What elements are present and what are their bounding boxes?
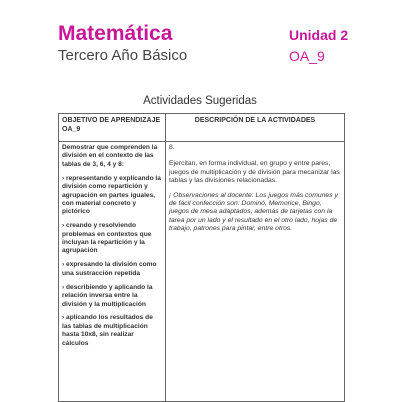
objective-item: › describiendo y aplicando la relación inversa entre la división y la multiplicación xyxy=(62,283,153,308)
teacher-note: ¡ Observaciones al docente: Los juegos más comunes y de fácil confección son: Dominó, Memorice, Bingo, juegos de mesa adaptados, además de tarjetas con la tarea por un lado y el resultado en el otro lado, hojas de trabajo, patrones para pintar, entre otros. xyxy=(169,191,338,233)
table-header-row xyxy=(59,114,345,142)
page-subtitle: Tercero Año Básico xyxy=(58,47,188,64)
activity-text: Ejercitan, en forma individual, en grupo y entre pares, juegos de multiplicación y de división para mecanizar las tablas y las divisiones relacionadas. xyxy=(169,160,340,185)
objectives-cell xyxy=(59,142,166,402)
objective-item: › aplicando los resultados de las tablas de multiplicación hasta 10x8, sin realizar cálculos xyxy=(62,314,153,347)
description-cell xyxy=(166,142,345,402)
header-left xyxy=(58,22,187,65)
header-right xyxy=(289,27,348,65)
description-header: DESCRIPCIÓN DE LA ACTIVIDADES xyxy=(166,114,345,142)
unit-label: Unidad 2 xyxy=(289,27,349,43)
objective-intro: Demostrar que comprenden la división en el contexto de las tablas de 3, 6, 4 y 8: xyxy=(62,144,158,168)
objective-item: › creando y resolviendo problemas en contextos que incluyan la repartición y la agrupación xyxy=(62,222,152,255)
section-title: Actividades Sugeridas xyxy=(143,95,257,107)
objective-item: › representando y explicando la división como repartición y agrupación en partes iguales, con material concreto y pictórico xyxy=(62,174,161,216)
objective-header: OBJETIVO DE APRENDIZAJE OA_9 xyxy=(59,114,166,142)
objective-item: › expresando la división como una sustracción repetida xyxy=(62,261,157,277)
oa-label: OA_9 xyxy=(289,48,325,64)
table-row xyxy=(59,142,345,402)
page-title: Matemática xyxy=(58,22,173,45)
activities-table xyxy=(58,113,345,402)
activity-number: 8. xyxy=(169,144,175,151)
